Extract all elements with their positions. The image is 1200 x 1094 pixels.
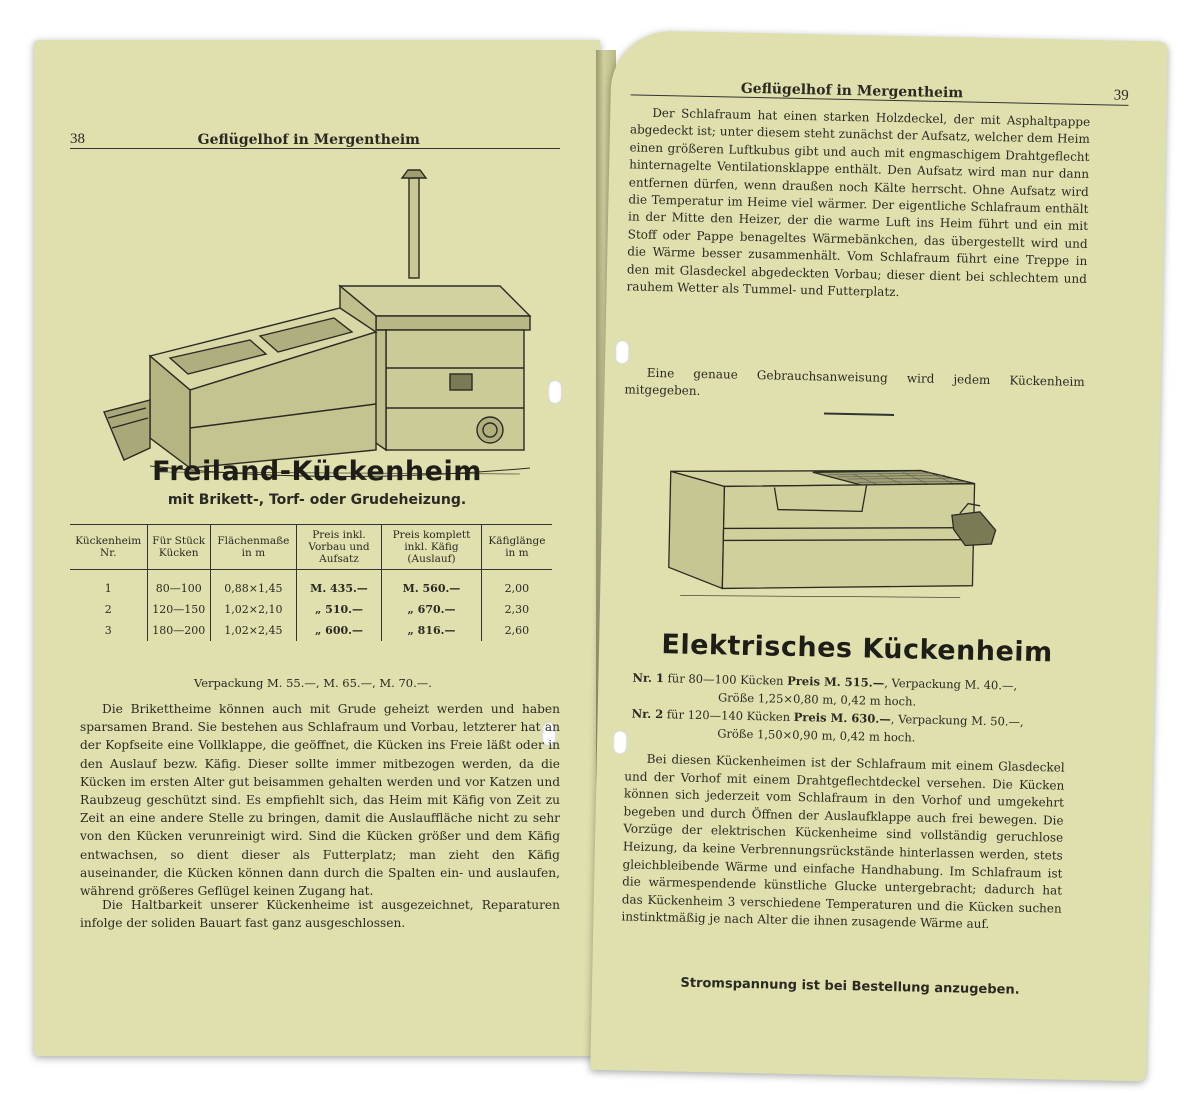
section-divider bbox=[824, 413, 894, 416]
table-cell: 2,00 bbox=[481, 570, 552, 600]
table-row bbox=[70, 599, 552, 620]
spec-text: Größe 1,25×0,80 m, 0,42 m hoch. bbox=[717, 690, 917, 709]
right-paragraph-3: Bei diesen Kückenheimen ist der Schlafraum mit einem Glasdeckel und der Vorhof mit einem Drahtgeflechtdeckel versehen. Die Kücken können sich jederzeit vom Schlafraum in den Vorhof und umgekehrt begeben und durch Öffnen der Auslaufklappe auch frei bewegen. Die Vorzüge der elektrischen Kückenheime sind vollständig geruchlose Heizung, da keine Verbrennungsrückstände hinterlassen werden, stets gleichbleibende Wärme und einfache Handhabung. Im Schlafraum ist die wärmespendende künstliche Glucke untergebracht; dadurch hat das Kückenheim 3 verschiedene Temperaturen und die Kücken suchen instinktmäßig je nach Alter die ihnen zusagende Wärme auf. bbox=[621, 751, 1065, 932]
spec-line-3 bbox=[632, 707, 1024, 729]
table-header: Für Stück Kücken bbox=[147, 525, 210, 570]
spec-text: für 80—100 Kücken bbox=[663, 671, 788, 688]
table-header: Käfiglänge in m bbox=[481, 525, 552, 570]
freiland-brooder-illustration bbox=[90, 168, 550, 488]
table-cell: 2,60 bbox=[481, 620, 552, 641]
table-cell: M. 560.— bbox=[382, 570, 482, 600]
right-footer-note: Stromspannung ist bei Bestellung anzugeben. bbox=[680, 975, 1020, 998]
punch-hole bbox=[548, 380, 562, 404]
right-title: Elektrisches Kückenheim bbox=[661, 629, 1054, 669]
right-paragraph-2: Eine genaue Gebrauchsanweisung wird jedem Kückenheim mitgegeben. bbox=[624, 365, 1085, 399]
table-cell: 3 bbox=[104, 624, 112, 637]
right-page bbox=[590, 30, 1168, 1081]
right-running-title: Geflügelhof in Mergentheim bbox=[740, 80, 964, 102]
spec-line-1 bbox=[632, 671, 1017, 693]
left-subtitle: mit Brikett-, Torf- oder Grudeheizung. bbox=[167, 492, 467, 508]
spec-label: Nr. 2 bbox=[631, 706, 664, 722]
left-running-head bbox=[70, 120, 560, 149]
left-running-title: Geflügelhof in Mergentheim bbox=[197, 132, 420, 148]
table-cell: 1,02×2,45 bbox=[210, 620, 296, 641]
left-page bbox=[34, 40, 600, 1056]
table-cell: 2,30 bbox=[481, 599, 552, 620]
spec-price: Preis M. 630.— bbox=[793, 709, 891, 726]
table-cell: 80—100 bbox=[147, 570, 210, 600]
table-cell: M. 435.— bbox=[296, 570, 381, 600]
left-packing-note: Verpackung M. 55.—, M. 65.—, M. 70.—. bbox=[194, 676, 432, 690]
spec-rest: , Verpackung M. 40.—, bbox=[884, 675, 1018, 693]
table-cell: „ 600.— bbox=[296, 620, 381, 641]
right-paragraph-1: Der Schlafraum hat einen starken Holzdeckel, der mit Asphaltpappe abgedeckt ist; unter diesem steht zunächst der Aufsatz, welcher dem Heim einen größeren Luftkubus gibt und auch mit engmaschigem Drahtgeflecht hinternagelte Ventilationsklappe enthält. Den Aufsatz wird man nur dann entfernen dürfen, wenn draußen noch Kälte herrscht. Ohne Aufsatz wird die Temperatur im Heime viel wärmer. Der eigentliche Schlafraum enthält in der Mitte den Heizer, der die warme Luft ins Heim führt und ein mit Stoff oder Pappe benageltes Wärmebänkchen, das übergestellt wird und die Wärme besser zusammenhält. Vom Schlafraum führt eine Treppe in den mit Glasdeckel abgedeckten Vorbau; dieser dient bei schlechtem und rauhem Wetter als Tummel- und Futterplatz. bbox=[626, 105, 1091, 300]
left-paragraph-1: Die Brikettheime können auch mit Grude geheizt werden und haben sparsamen Brand. Sie bestehen aus Schlafraum und Vorbau, letzterer hat an der Kopfseite eine Vollklappe, die geöffnet, die Kücken ins Freie läßt oder in den Auslauf bezw. Käfig. Dieser sollte immer mitbezogen werden, da die Kücken im ersten Alter gut beisammen gehalten werden und vor Katzen und Raubzeug geschützt sind. Es empfiehlt sich, das Heim mit Käfig von Zeit zu Zeit an eine andere Stelle zu bringen, damit die Auslauffläche nicht zu sehr von den Kücken verunreinigt wird. Sind die Kücken größer und dem Käfig entwachsen, so dient dieser als Futterplatz; man zieht den Käfig auseinander, die Kücken können dann durch die Spalten ein- und auslaufen, während größeres Geflügel keinen Zugang hat. bbox=[80, 702, 560, 899]
spec-rest: , Verpackung M. 50.—, bbox=[890, 711, 1024, 729]
right-page-number: 39 bbox=[1113, 87, 1129, 104]
table-cell: 0,88×1,45 bbox=[210, 570, 296, 600]
spec-line-2 bbox=[718, 690, 916, 708]
punch-hole bbox=[615, 340, 629, 364]
table-header: Kückenheim Nr. bbox=[70, 525, 147, 570]
table-header-row bbox=[70, 525, 552, 570]
table-header: Preis komplett inkl. Käfig (Auslauf) bbox=[382, 525, 482, 570]
table-cell: 180—200 bbox=[147, 620, 210, 641]
table-cell: 120—150 bbox=[147, 599, 210, 620]
spec-price: Preis M. 515.— bbox=[787, 673, 885, 690]
table-cell: 1 bbox=[104, 582, 112, 595]
table-row bbox=[70, 570, 552, 600]
table-cell: „ 510.— bbox=[296, 599, 381, 620]
spec-text: für 120—140 Kücken bbox=[663, 707, 794, 724]
table-row bbox=[70, 620, 552, 641]
spec-text: Größe 1,50×0,90 m, 0,42 m hoch. bbox=[717, 726, 916, 745]
table-cell: 2 bbox=[104, 603, 112, 616]
right-running-head bbox=[631, 66, 1129, 105]
left-page-number: 38 bbox=[70, 131, 85, 147]
spec-line-4 bbox=[717, 726, 915, 744]
table-cell: „ 816.— bbox=[382, 620, 482, 641]
table-header: Flächenmaße in m bbox=[210, 525, 296, 570]
left-spec-table bbox=[70, 524, 552, 641]
electric-brooder-illustration bbox=[660, 427, 1014, 614]
left-paragraph-2: Die Haltbarkeit unserer Kückenheime ist ausgezeichnet, Reparaturen infolge der soliden Bauart fast ganz ausgeschlossen. bbox=[80, 898, 560, 931]
table-cell: „ 670.— bbox=[382, 599, 482, 620]
table-header: Preis inkl. Vorbau und Aufsatz bbox=[296, 525, 381, 570]
spec-label: Nr. 1 bbox=[632, 670, 665, 686]
left-title: Freiland-Kückenheim bbox=[152, 456, 482, 487]
table-cell: 1,02×2,10 bbox=[210, 599, 296, 620]
